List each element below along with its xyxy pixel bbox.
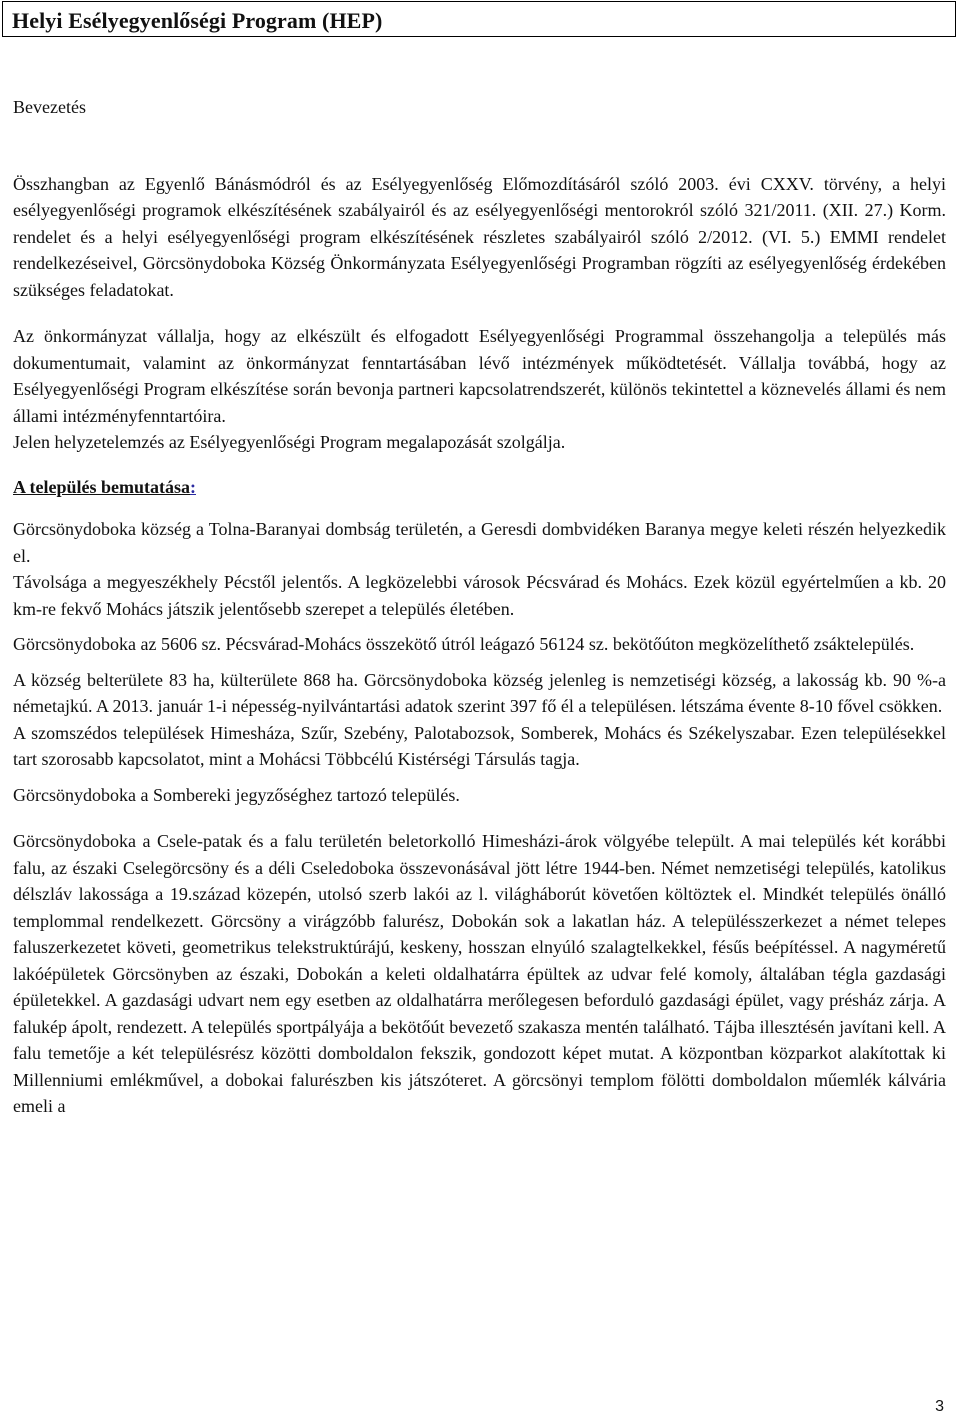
section-paragraph-5: A szomszédos települések Himesháza, Szűr, Szebény, Palotabozsok, Somberek, Mohács és Székelyszabar. Ezen településekkel tart szorosabb kapcsolatot, mint a Mohácsi Többcélú Kistérségi Társulás tagja. (13, 722, 946, 769)
section-paragraph-3: Görcsönydoboka az 5606 sz. Pécsvárad-Mohács összekötő útról leágazó 56124 sz. bekötőúton megközelíthető zsáktelepülés. (13, 634, 915, 654)
section-heading-text: A település bemutatása (13, 476, 190, 497)
section-heading-colon: : (190, 476, 196, 497)
section-paragraph-4: A község belterülete 83 ha, külterülete 868 ha. Görcsönydoboka község jelenleg is nemzetiségi község, a lakosság kb. 90 %-a németajkú. A 2013. január 1-i népesség-nyilvántartási adatok szerint 397 fő él a településen. létszáma évente 8-10 fővel csökken. (13, 669, 946, 716)
document-title-box (2, 1, 956, 37)
intro-paragraph-3: Jelen helyzetelemzés az Esélyegyenlőségi Program megalapozását szolgálja. (13, 432, 566, 452)
section-heading (13, 474, 946, 501)
section-label-intro: Bevezetés (13, 97, 86, 117)
section-paragraph-2: Távolsága a megyeszékhely Pécstől jelentős. A legközelebbi városok Pécsvárad és Mohács. Ezek közül egyértelműen a kb. 20 km-re fekvő Mohács játszik jelentősebb szerepet a település életében. (13, 572, 946, 619)
page-number: 3 (935, 1398, 944, 1415)
document-body (13, 94, 946, 1120)
section-paragraph-6: Görcsönydoboka a Sombereki jegyzőséghez tartozó település. (13, 784, 460, 805)
section-paragraph-7: Görcsönydoboka a Csele-patak és a falu területén beletorkolló Himesházi-árok völgyébe települt. A mai település két korábbi falu, az északi Cselegörcsöny és a déli Cseledoboka összevonásával jött létre 1944-ben. Német nemzetiségi település, katolikus délszláv lakossága a 19.század közepén, utolsó szerb lakói az l. világháborút követően költöztek el. Mindkét település önálló templommal rendelkezett. Görcsöny a virágzóbb falurész, Dobokán sok a lakatlan ház. A településszerkezet a német telepes faluszerkezetet követi, geometrikus telekstruktúrájú, keskeny, hosszan elnyúló szalagtelkekkel, fésűs beépítéssel. A nagyméretű lakóépületek Görcsönyben az északi, Dobokán a keleti oldalhatárra épültek az udvar felé komoly, általában tégla gazdasági épületekkel. A gazdasági udvart nem egy esetben az oldalhatárra merőlegesen befordulό gazdasági épület, vagy présház zárja. A falukép ápolt, rendezett. A település sportpályája a bekötőút bevezető szakasza mentén található. Tájba illesztésén javítani kell. A falu temetője a két településrész közötti domboldalon fekszik, gondozott képet mutat. A központban közparkot alakítottak ki Millenniumi emlékművel, a dobokai falurészben kis játszóteret. A görcsönyi templom fölötti domboldalon műemlék kálvária emeli a (13, 831, 946, 1116)
intro-paragraph-1: Összhangban az Egyenlő Bánásmódról és az Esélyegyenlőség Előmozdításáról szóló 2003. évi CXXV. törvény, a helyi esélyegyenlőségi programok elkészítésének szabályairól és az esélyegyenlőségi mentorokról szóló 321/2011. (XII. 27.) Korm. rendelet és a helyi esélyegyenlőségi program elkészítésének részletes szabályairól szóló 2/2012. (VI. 5.) EMMI rendelet rendelkezéseivel, Görcsönydoboka Község Önkormányzata Esélyegyenlőségi Programban rögzíti az esélyegyenlőség érdekében szükséges feladatokat. (13, 173, 946, 300)
intro-paragraph-2: Az önkormányzat vállalja, hogy az elkészült és elfogadott Esélyegyenlőségi Programmal összehangolja a település más dokumentumait, valamint az önkormányzat fenntartásában lévő intézmények működtetését. Vállalja továbbá, hogy az Esélyegyenlőségi Program elkészítése során bevonja partneri kapcsolatrendszerét, különös tekintettel a köznevelés állami és nem állami intézményfenntartóira. (13, 326, 946, 426)
section-paragraph-1: Görcsönydoboka község a Tolna-Baranyai dombság területén, a Geresdi dombvidéken Baranya megye keleti részén helyezkedik el. (13, 519, 946, 566)
document-title: Helyi Esélyegyenlőségi Program (HEP) (12, 8, 383, 33)
